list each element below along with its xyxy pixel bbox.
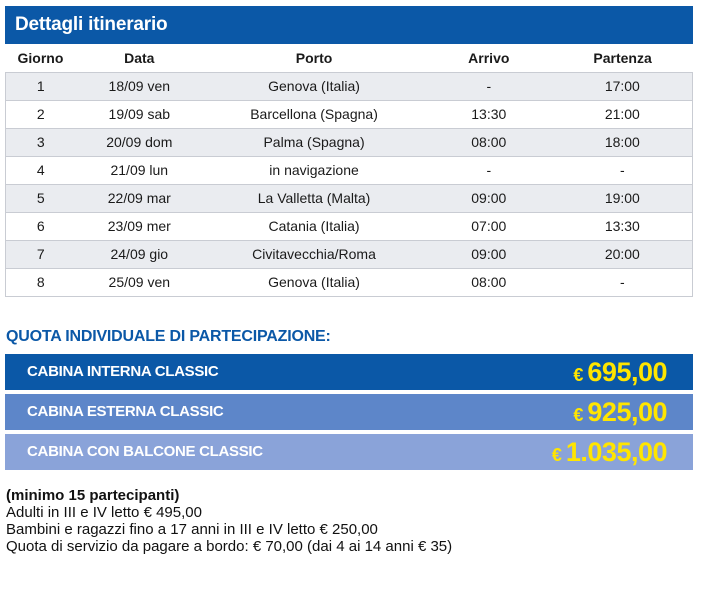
cell-date: 18/09 ven xyxy=(75,72,203,100)
cell-date: 25/09 ven xyxy=(75,268,203,296)
cabin-price xyxy=(552,434,667,475)
cell-date: 20/09 dom xyxy=(75,128,203,156)
cell-arrival: - xyxy=(425,72,553,100)
table-row xyxy=(6,184,693,212)
cell-arrival: 07:00 xyxy=(425,212,553,240)
cell-date: 22/09 mar xyxy=(75,184,203,212)
cell-arrival: - xyxy=(425,156,553,184)
table-row xyxy=(6,156,693,184)
cell-arrival: 13:30 xyxy=(425,100,553,128)
cell-arrival: 08:00 xyxy=(425,268,553,296)
note-line: Quota di servizio da pagare a bordo: € 70,00 (dai 4 ai 14 anni € 35) xyxy=(6,538,453,555)
itinerary-table xyxy=(5,44,693,297)
cell-day: 5 xyxy=(6,184,76,212)
cabin-price xyxy=(573,394,667,435)
cell-port: in navigazione xyxy=(203,156,425,184)
euro-symbol: € xyxy=(573,365,584,385)
column-header-arrivo: Arrivo xyxy=(425,44,553,72)
cell-day: 4 xyxy=(6,156,76,184)
table-row xyxy=(6,100,693,128)
cell-departure: 17:00 xyxy=(553,72,693,100)
cell-date: 19/09 sab xyxy=(75,100,203,128)
cell-day: 2 xyxy=(6,100,76,128)
cabin-label: CABINA CON BALCONE CLASSIC xyxy=(27,443,263,460)
table-row xyxy=(6,128,693,156)
cell-day: 6 xyxy=(6,212,76,240)
note-line: Bambini e ragazzi fino a 17 anni in III e IV letto € 250,00 xyxy=(6,521,378,538)
cell-departure: 20:00 xyxy=(553,240,693,268)
cell-departure: - xyxy=(553,268,693,296)
cell-port: Genova (Italia) xyxy=(203,268,425,296)
price-amount: 925,00 xyxy=(587,397,667,427)
table-row xyxy=(6,212,693,240)
column-header-giorno: Giorno xyxy=(6,44,76,72)
table-row xyxy=(6,268,693,296)
cell-departure: 19:00 xyxy=(553,184,693,212)
cell-date: 21/09 lun xyxy=(75,156,203,184)
column-header-partenza: Partenza xyxy=(553,44,693,72)
minimum-participants-note: (minimo 15 partecipanti) xyxy=(6,487,180,504)
cell-date: 23/09 mer xyxy=(75,212,203,240)
cell-day: 3 xyxy=(6,128,76,156)
euro-symbol: € xyxy=(551,445,562,465)
cell-departure: 21:00 xyxy=(553,100,693,128)
cabin-price xyxy=(573,354,667,395)
price-amount: 695,00 xyxy=(587,357,667,387)
cabin-label: CABINA INTERNA CLASSIC xyxy=(27,363,219,380)
cell-date: 24/09 gio xyxy=(75,240,203,268)
cell-arrival: 08:00 xyxy=(425,128,553,156)
note-line: Adulti in III e IV letto € 495,00 xyxy=(6,504,202,521)
table-row xyxy=(6,240,693,268)
cell-port: Barcellona (Spagna) xyxy=(203,100,425,128)
cell-arrival: 09:00 xyxy=(425,184,553,212)
cell-port: Civitavecchia/Roma xyxy=(203,240,425,268)
notes-block xyxy=(6,487,452,555)
cell-arrival: 09:00 xyxy=(425,240,553,268)
cell-port: La Valletta (Malta) xyxy=(203,184,425,212)
cell-port: Palma (Spagna) xyxy=(203,128,425,156)
itinerary-title: Dettagli itinerario xyxy=(5,6,693,44)
column-header-data: Data xyxy=(75,44,203,72)
cell-day: 1 xyxy=(6,72,76,100)
price-row-cabina-esterna xyxy=(5,394,693,430)
column-header-porto: Porto xyxy=(203,44,425,72)
price-amount: 1.035,00 xyxy=(565,437,667,467)
quota-heading: QUOTA INDIVIDUALE DI PARTECIPAZIONE: xyxy=(6,328,331,345)
cell-departure: 13:30 xyxy=(553,212,693,240)
cell-day: 8 xyxy=(6,268,76,296)
cell-departure: 18:00 xyxy=(553,128,693,156)
table-header-row xyxy=(6,44,693,72)
cabin-label: CABINA ESTERNA CLASSIC xyxy=(27,403,224,420)
table-row xyxy=(6,72,693,100)
cell-departure: - xyxy=(553,156,693,184)
cell-port: Catania (Italia) xyxy=(203,212,425,240)
cell-day: 7 xyxy=(6,240,76,268)
price-row-cabina-interna xyxy=(5,354,693,390)
euro-symbol: € xyxy=(573,405,584,425)
cell-port: Genova (Italia) xyxy=(203,72,425,100)
price-row-cabina-balcone xyxy=(5,434,693,470)
